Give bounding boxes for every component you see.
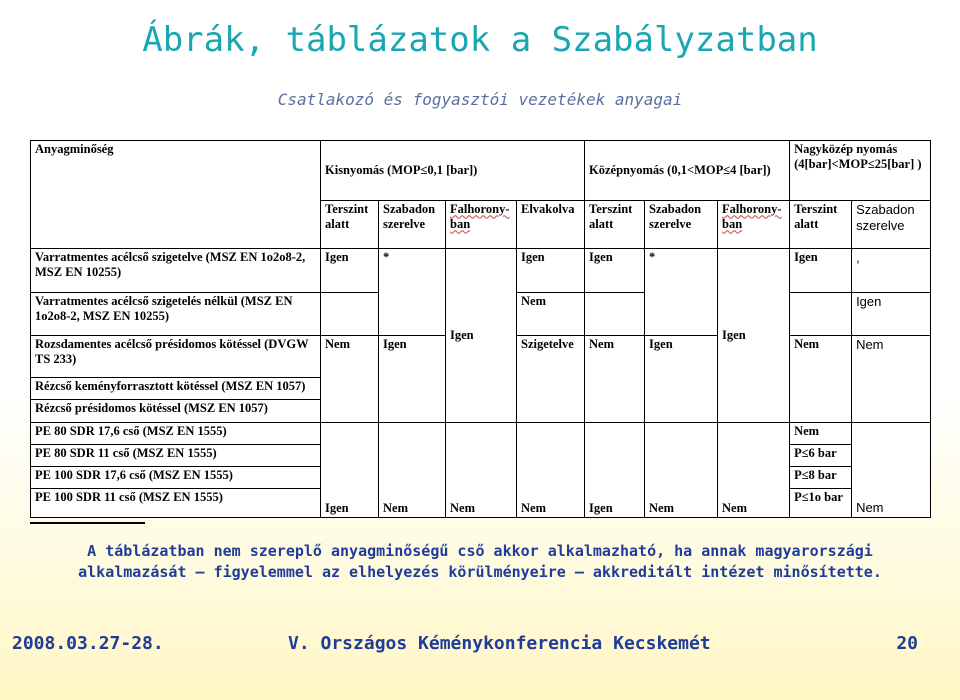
subheader-ground-mid: Terszint alatt (585, 201, 645, 249)
cell-r1-free-high: , (852, 249, 931, 293)
row-label-steel-bare: Varratmentes acélcső szigetelés nélkül (MSZ EN 1o2o8-2, MSZ EN 10255) (31, 293, 321, 335)
slide-subtitle: Csatlakozó és fogyasztói vezetékek anyagai (277, 90, 683, 109)
slide-title: Ábrák, táblázatok a Szabályzatban (142, 20, 818, 60)
cell-igen-free-low: Igen (379, 335, 446, 422)
cell-pe-free-low: Nem (379, 422, 446, 517)
subheader-flush-low: Elvakolva (517, 201, 585, 249)
footer-event: V. Országos Kéménykonferencia Kecskemét (288, 633, 711, 654)
cell-r8-ground-high: P≤8 bar (790, 467, 852, 489)
cell-pe-flush-low: Nem (517, 422, 585, 517)
cell-nem-ground-mid: Nem (585, 335, 645, 422)
subheader-free-mid: Szabadon szerelve (645, 201, 718, 249)
subheader-free-low: Szabadon szerelve (379, 201, 446, 249)
cell-pe-wall-mid: Nem (718, 422, 790, 517)
cell-nem-free-high: Nem (852, 335, 931, 422)
cell-r9-ground-high: P≤1o bar (790, 489, 852, 518)
row-label-pe80-sdr17: PE 80 SDR 17,6 cső (MSZ EN 1555) (31, 422, 321, 444)
cell-szigetelve-flush-low: Szigetelve (517, 335, 585, 422)
cell-pe-free-high: Nem (852, 422, 931, 517)
row-label-stainless: Rozsdamentes acélcső présidomos kötéssel (DVGW TS 233) (31, 335, 321, 377)
cell-r1-ground-high: Igen (790, 249, 852, 293)
row-label-steel-insulated: Varratmentes acélcső szigetelve (MSZ EN 1o2o8-2, MSZ EN 10255) (31, 249, 321, 293)
cell-nem-ground-high: Nem (790, 335, 852, 422)
footer-page-number: 20 (896, 633, 918, 654)
row-label-pe80-sdr11: PE 80 SDR 11 cső (MSZ EN 1555) (31, 444, 321, 466)
cell-pe-ground-low: Igen (321, 422, 379, 517)
materials-table (30, 140, 930, 518)
cell-pe-ground-mid: Igen (585, 422, 645, 517)
cell-r1-ground-low: Igen (321, 249, 379, 293)
cell-pe-free-mid: Nem (645, 422, 718, 517)
footnote-text: A táblázatban nem szereplő anyagminőségű cső akkor alkalmazható, ha annak magyarországi alkalmazását – figyelemmel az elhelyezés körülményeire – akkreditált intézet minősítette. (78, 542, 882, 581)
cell-r7-ground-high: P≤6 bar (790, 444, 852, 466)
cell-igen-free-mid: Igen (645, 335, 718, 422)
cell-r2-free-high: Igen (852, 293, 931, 335)
cell-r2-ground-low (321, 293, 379, 335)
header-material: Anyagminőség (31, 141, 321, 249)
cell-r1-flush-low: Igen (517, 249, 585, 293)
row-label-pe100-sdr11: PE 100 SDR 11 cső (MSZ EN 1555) (31, 489, 321, 518)
cell-r2-flush-low: Nem (517, 293, 585, 335)
subheader-ground-low: Terszint alatt (321, 201, 379, 249)
header-medium-pressure: Középnyomás (0,1<MOP≤4 [bar]) (585, 141, 790, 201)
subheader-wall-low: Falhorony-ban (446, 201, 517, 249)
cell-r2-ground-mid (585, 293, 645, 335)
cell-r1-free-mid: * (645, 249, 718, 336)
row-label-copper-brazed: Rézcső keményforrasztott kötéssel (MSZ EN 1057) (31, 378, 321, 400)
row-label-pe100-sdr17: PE 100 SDR 17,6 cső (MSZ EN 1555) (31, 467, 321, 489)
subheader-free-high: Szabadon szerelve (852, 201, 931, 249)
cell-wall-mid-igen: Igen (718, 249, 790, 423)
cell-r1-ground-mid: Igen (585, 249, 645, 293)
footer-date: 2008.03.27-28. (12, 633, 164, 654)
subheader-ground-high: Terszint alatt (790, 201, 852, 249)
cell-r2-ground-high (790, 293, 852, 335)
cell-pe-wall-low: Nem (446, 422, 517, 517)
cell-r6-ground-high: Nem (790, 422, 852, 444)
divider-line (30, 522, 145, 524)
header-high-pressure: Nagyközép nyomás (4[bar]<MOP≤25[bar] ) (790, 141, 931, 201)
slide-footer (0, 633, 960, 659)
cell-r1-free-low: * (379, 249, 446, 336)
header-low-pressure: Kisnyomás (MOP≤0,1 [bar]) (321, 141, 585, 201)
cell-nem-ground-low: Nem (321, 335, 379, 422)
subheader-wall-mid: Falhorony-ban (718, 201, 790, 249)
cell-wall-low-igen: Igen (446, 249, 517, 423)
row-label-copper-press: Rézcső présidomos kötéssel (MSZ EN 1057) (31, 400, 321, 422)
